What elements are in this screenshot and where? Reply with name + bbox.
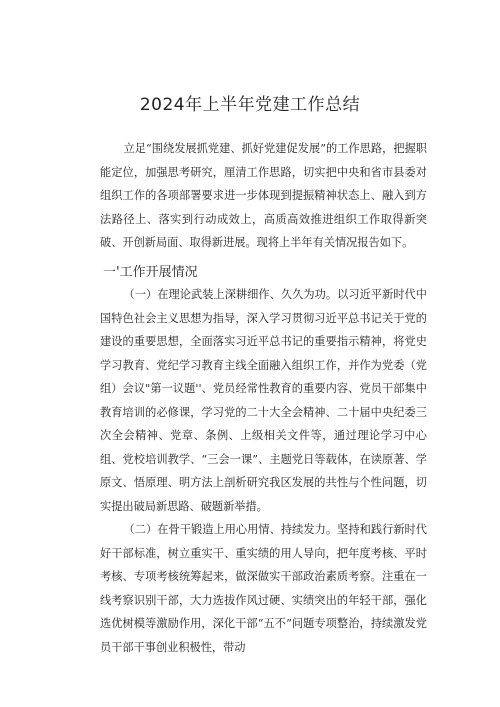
document-title: 2024年上半年党建工作总结: [139, 95, 361, 115]
intro-paragraph: [100, 137, 427, 255]
section-heading: 一'工作开展情况: [103, 265, 198, 280]
paragraph-1-text: （一）在理论武装上深耕细作、久久为功。以习近平新时代中国特色社会主义思想为指导，深入学习贯彻习近平总书记关于党的建设的重要思想，全面落实习近平总书记的重要指示精神，将党史学习教育、党纪学习教育主线全面融入组织工作，并作为党委（党组）会议"第一议题''、党员经常性教育的重要内容、党员干部集中教育培训的必修课，学习党的二十大全会精神、二十届中央纪委三次全会精神、党章、条例、上级相关文件等，通过理论学习中心组、党校培训教学、“三会一课”、主题党日等载体，在读原著、学原文、悟原理、明方法上剖析研究我区发展的共性与个性问题，切实提出破局新思路、破题新举措。: [100, 288, 427, 513]
intro-text: 立足“围绕发展抓党建、抓好党建促发展”的工作思路，把握职能定位，加强思考研究，厘清工作思路，切实把中央和省市县委对组织工作的各项部署要求进一步体现到提振精神状态上、融入到方法路径上、落实到行动成效上，高质高效推进组织工作取得新突破、开创新局面、取得新进展。现将上半年有关情况报告如下。: [100, 142, 427, 249]
paragraph-1: [100, 283, 427, 518]
paragraph-2: [100, 518, 427, 659]
paragraph-2-text: （二）在骨干锻造上用心用情、持续发力。坚持和践行新时代好干部标准，树立重实干、重实绩的用人导向，把年度考核、平时考核、专项考核统筹起来，做深做实干部政治素质考察。注重在一线考察识别干部，大力选拔作风过硬、实绩突出的年轻干部，强化选优树模等激励作用，深化干部“五不”问题专项整治，持续激发党员干部干事创业积极性，带动: [100, 523, 427, 654]
